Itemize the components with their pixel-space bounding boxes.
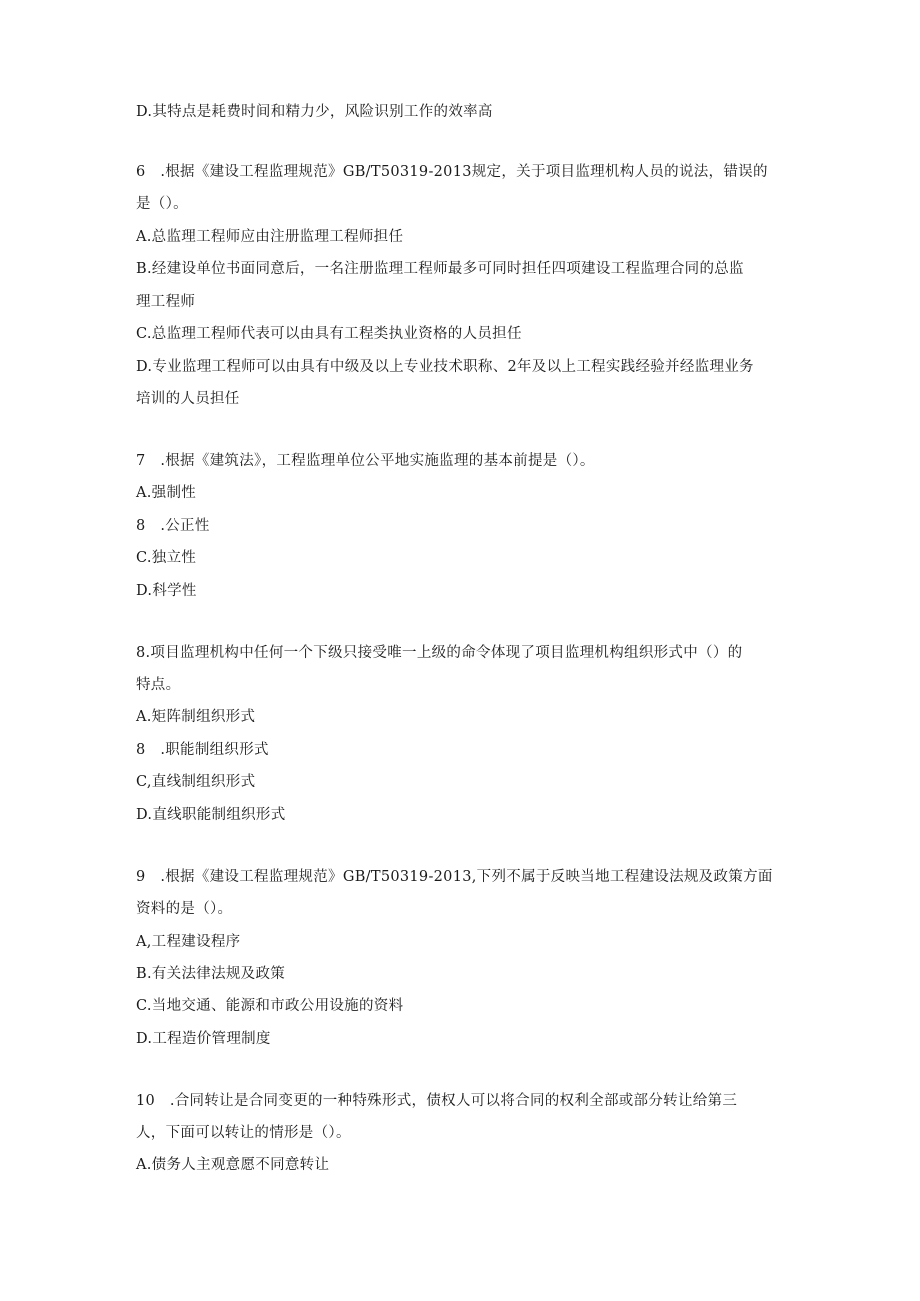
q9-option-a: A,工程建设程序 [136, 934, 241, 950]
q8-option-d: D.直线职能制组织形式 [136, 807, 286, 823]
q6-option-a: A.总监理工程师应由注册监理工程师担任 [136, 229, 404, 245]
q9-option-c: C.当地交通、能源和市政公用设施的资料 [136, 998, 404, 1014]
q7-option-b: 8 .公正性 [136, 518, 210, 534]
q6-stem-line-1: 6 .根据《建设工程监理规范》GB/T50319-2013规定，关于项目监理机构人员的说法，错误的 [136, 164, 768, 180]
q7-option-c: C.独立性 [136, 550, 197, 566]
q8-stem-line-1: 8.项目监理机构中任何一个下级只接受唯一上级的命令体现了项目监理机构组织形式中（）的 [136, 645, 743, 661]
q10-stem-line-2: 人，下面可以转让的情形是（）。 [136, 1125, 351, 1141]
q10-stem-line-1: 10 .合同转让是合同变更的一种特殊形式，债权人可以将合同的权利全部或部分转让给第三 [136, 1093, 738, 1109]
q7-option-d: D.科学性 [136, 583, 197, 599]
q6-option-d-line-2: 培训的人员担任 [136, 391, 240, 407]
q9-option-b: B.有关法律法规及政策 [136, 966, 286, 982]
q6-option-b-line-1: B.经建设单位书面同意后，一名注册监理工程师最多可同时担任四项建设工程监理合同的总监 [136, 261, 744, 277]
q9-option-d: D.工程造价管理制度 [136, 1031, 271, 1047]
q10-option-a: A.债务人主观意愿不同意转让 [136, 1157, 330, 1173]
q9-stem-line-2: 资料的是（）。 [136, 901, 233, 917]
q7-option-a: A.强制性 [136, 485, 197, 501]
q6-option-c: C.总监理工程师代表可以由具有工程类执业资格的人员担任 [136, 326, 522, 342]
q6-option-b-line-2: 理工程师 [136, 294, 196, 310]
q8-option-b: 8 .职能制组织形式 [136, 742, 269, 758]
q9-stem-line-1: 9 .根据《建设工程监理规范》GB/T50319-2013,下列不属于反映当地工程建设法规及政策方面 [136, 869, 773, 885]
q6-stem-line-2: 是（）。 [136, 196, 188, 212]
q8-option-a: A.矩阵制组织形式 [136, 709, 256, 725]
q7-stem: 7 .根据《建筑法》，工程监理单位公平地实施监理的基本前提是（）。 [136, 453, 595, 469]
q8-stem-line-2: 特点。 [136, 677, 181, 693]
q8-option-c: C,直线制组织形式 [136, 774, 256, 790]
q6-option-d-line-1: D.专业监理工程师可以由具有中级及以上专业技术职称、2年及以上工程实践经验并经监理业务 [136, 359, 754, 375]
q5-option-d: D.其特点是耗费时间和精力少，风险识别工作的效率高 [136, 104, 493, 120]
